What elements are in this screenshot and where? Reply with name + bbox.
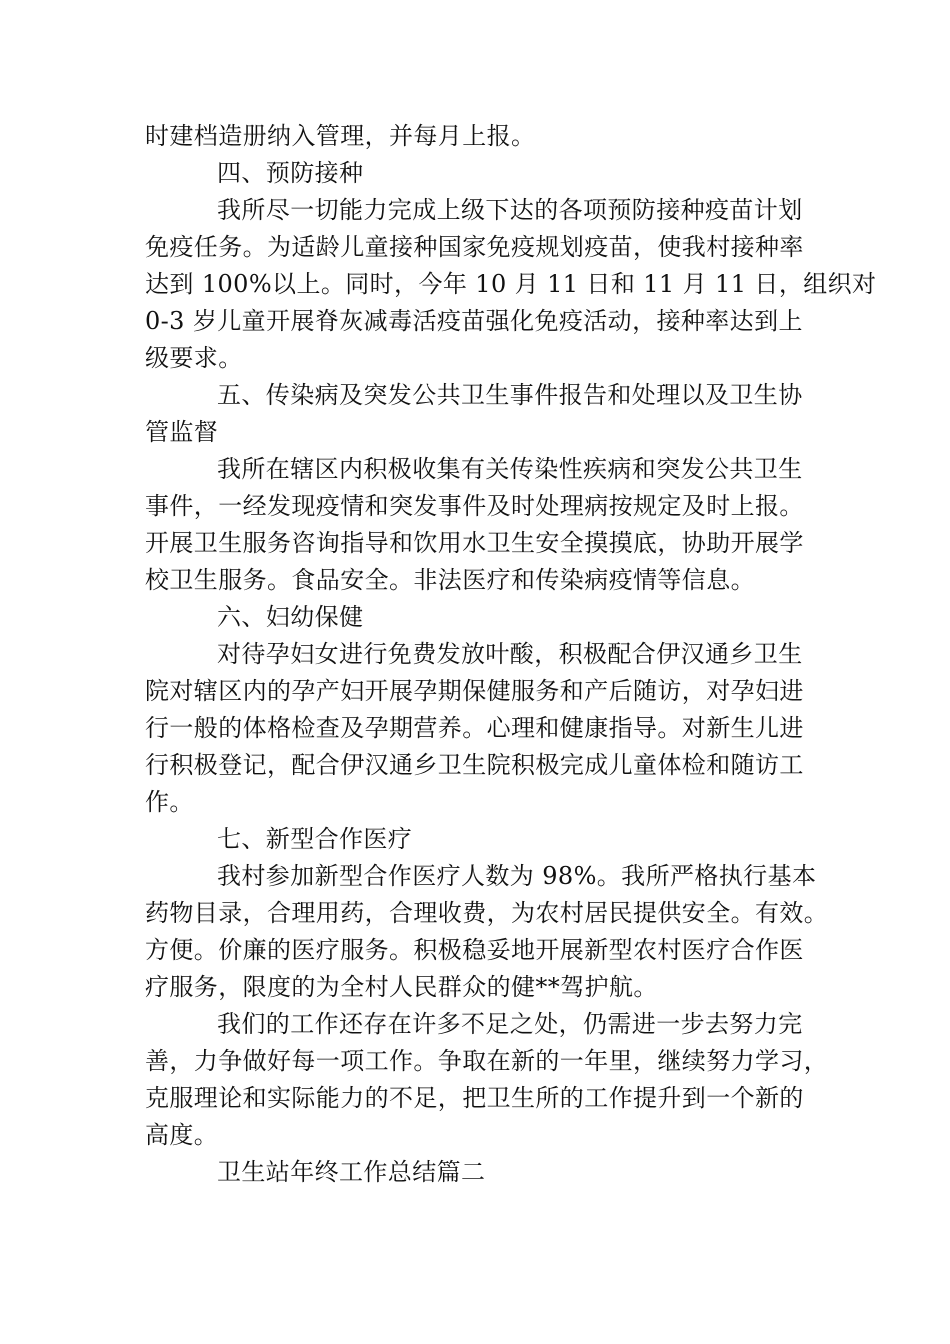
text-line: 方便。价廉的医疗服务。积极稳妥地开展新型农村医疗合作医 <box>145 936 804 964</box>
text-line: 作。 <box>145 788 194 816</box>
text-line: 我所尽一切能力完成上级下达的各项预防接种疫苗计划 <box>217 196 803 224</box>
text-line: 免疫任务。为适龄儿童接种国家免疫规划疫苗，使我村接种率 <box>145 233 804 261</box>
text-line: 善，力争做好每一项工作。争取在新的一年里，继续努力学习， <box>145 1047 829 1075</box>
document-body <box>145 118 877 1191</box>
text-line: 事件，一经发现疫情和突发事件及时处理病按规定及时上报。 <box>145 492 804 520</box>
text-line: 疗服务，限度的为全村人民群众的健**驾护航。 <box>145 973 658 1001</box>
text-line: 卫生站年终工作总结篇二 <box>217 1158 486 1186</box>
text-line: 四、预防接种 <box>217 159 364 187</box>
text-line: 高度。 <box>145 1121 219 1149</box>
text-line: 达到 100%以上。同时，今年 10 月 11 日和 11 月 11 日，组织对 <box>145 270 877 298</box>
text-line: 五、传染病及突发公共卫生事件报告和处理以及卫生协 <box>217 381 803 409</box>
text-line: 级要求。 <box>145 344 243 372</box>
text-line: 行积极登记，配合伊汉通乡卫生院积极完成儿童体检和随访工 <box>145 751 804 779</box>
text-line: 我所在辖区内积极收集有关传染性疾病和突发公共卫生 <box>217 455 803 483</box>
text-line: 管监督 <box>145 418 219 446</box>
text-line: 对待孕妇女进行免费发放叶酸，积极配合伊汉通乡卫生 <box>217 640 803 668</box>
text-line: 0-3 岁儿童开展脊灰减毒活疫苗强化免疫活动，接种率达到上 <box>145 307 803 335</box>
text-line: 我村参加新型合作医疗人数为 98%。我所严格执行基本 <box>217 862 817 890</box>
text-line: 校卫生服务。食品安全。非法医疗和传染病疫情等信息。 <box>145 566 755 594</box>
text-line: 行一般的体格检查及孕期营养。心理和健康指导。对新生儿进 <box>145 714 804 742</box>
text-line: 七、新型合作医疗 <box>217 825 413 853</box>
text-line: 时建档造册纳入管理，并每月上报。 <box>145 122 536 150</box>
text-line: 克服理论和实际能力的不足，把卫生所的工作提升到一个新的 <box>145 1084 804 1112</box>
text-line: 药物目录，合理用药，合理收费，为农村居民提供安全。有效。 <box>145 899 829 927</box>
text-line: 院对辖区内的孕产妇开展孕期保健服务和产后随访，对孕妇进 <box>145 677 804 705</box>
text-line: 六、妇幼保健 <box>217 603 364 631</box>
text-line: 我们的工作还存在许多不足之处，仍需进一步去努力完 <box>217 1010 803 1038</box>
text-line: 开展卫生服务咨询指导和饮用水卫生安全摸摸底，协助开展学 <box>145 529 804 557</box>
